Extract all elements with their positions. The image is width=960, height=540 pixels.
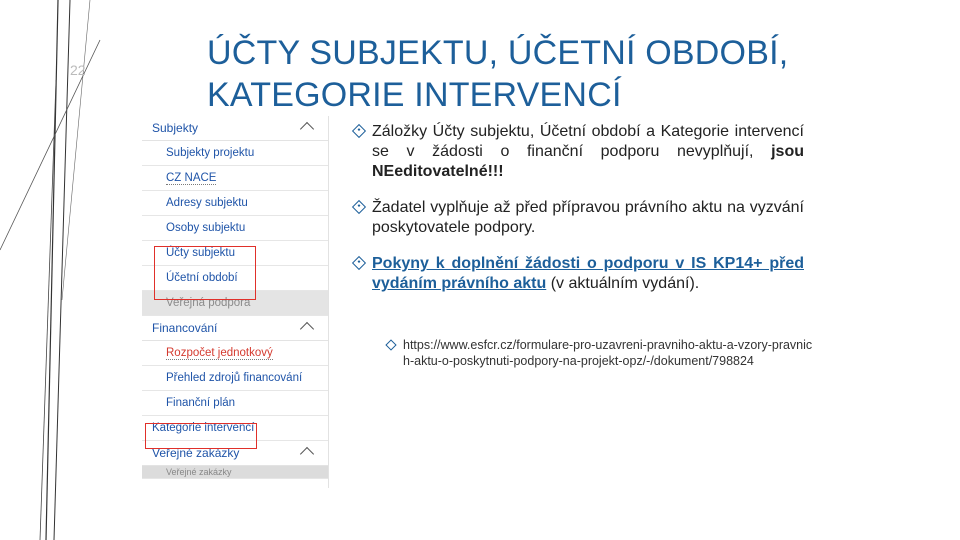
diamond-bullet-icon (352, 124, 366, 138)
bullet-3-suffix: (v aktuálním vydání). (546, 275, 700, 292)
bullet-3 (352, 254, 804, 294)
sub-bullet-url (385, 337, 813, 369)
chevron-up-icon (300, 322, 314, 336)
menu-item-prehled-zdroju-financovani[interactable] (142, 366, 328, 391)
menu-item-label: Rozpočet jednotkový (166, 347, 273, 359)
menu-section-label: Subjekty (152, 121, 199, 135)
menu-item-label: CZ NACE (166, 172, 217, 184)
menu-section-label: Financování (152, 321, 218, 335)
application-menu-screenshot (142, 116, 329, 488)
chevron-up-icon (300, 122, 314, 136)
url-text[interactable]: https://www.esfcr.cz/formulare-pro-uzavreni-pravniho-aktu-a-vzory-pravnich-aktu-o-poskytnuti-podpory-na-projekt-opz/-/dokument/798824 (403, 338, 813, 368)
menu-item-rozpocet-jednotkovy[interactable] (142, 341, 328, 366)
bullet-1 (352, 122, 804, 182)
bullet-1-text: Záložky Účty subjektu, Účetní období a Kategorie intervencí se v žádosti o finanční podporu nevyplňují, (372, 123, 804, 160)
bullet-2-text: Žadatel vyplňuje až před přípravou právního aktu na vyzvání poskytovatele podpory. (372, 199, 804, 236)
menu-item-financni-plan[interactable] (142, 391, 328, 416)
menu-item-label: Osoby subjektu (166, 222, 246, 234)
bullet-list (352, 122, 804, 310)
guidelines-link[interactable]: Pokyny k doplnění žádosti o podporu v IS KP14+ před vydáním právního aktu (372, 255, 804, 292)
menu-item-label: Veřejná podpora (166, 297, 251, 309)
menu-item-label: Účty subjektu (166, 247, 236, 259)
diamond-bullet-icon (385, 339, 396, 350)
menu-item-adresy-subjektu[interactable] (142, 191, 328, 216)
menu-item-label: Subjekty projektu (166, 147, 255, 159)
menu-item-cz-nace[interactable] (142, 166, 328, 191)
title-line-1: ÚČTY SUBJEKTU, ÚČETNÍ OBDOBÍ, (207, 34, 789, 72)
title-line-2: KATEGORIE INTERVENCÍ (207, 76, 622, 114)
menu-item-osoby-subjektu[interactable] (142, 216, 328, 241)
highlight-box-ucty-obdobi (154, 246, 256, 300)
diamond-bullet-icon (352, 200, 366, 214)
menu-item-label: Finanční plán (166, 397, 236, 409)
bullet-1-bold: jsou NEeditovatelné!!! (372, 143, 804, 180)
menu-item-label: Veřejné zakázky (166, 467, 232, 477)
menu-item-subjekty-projektu[interactable] (142, 141, 328, 166)
slide-number: 22 (70, 62, 86, 78)
page-title (207, 32, 907, 116)
menu-item-label: Účetní období (166, 272, 238, 284)
menu-section-label: Veřejné zakázky (152, 446, 240, 460)
menu-item-label: Přehled zdrojů financování (166, 372, 303, 384)
menu-item-label: Adresy subjektu (166, 197, 248, 209)
menu-section-subjekty[interactable] (142, 116, 328, 141)
chevron-up-icon (300, 447, 314, 461)
highlight-box-kategorie (145, 423, 257, 449)
bullet-2 (352, 198, 804, 238)
diamond-bullet-icon (352, 256, 366, 270)
menu-item-verejne-zakazky[interactable] (142, 466, 328, 479)
menu-item-label: Kategorie intervencí (152, 422, 255, 434)
menu-section-financovani[interactable] (142, 316, 328, 341)
decorative-lines (0, 0, 120, 540)
